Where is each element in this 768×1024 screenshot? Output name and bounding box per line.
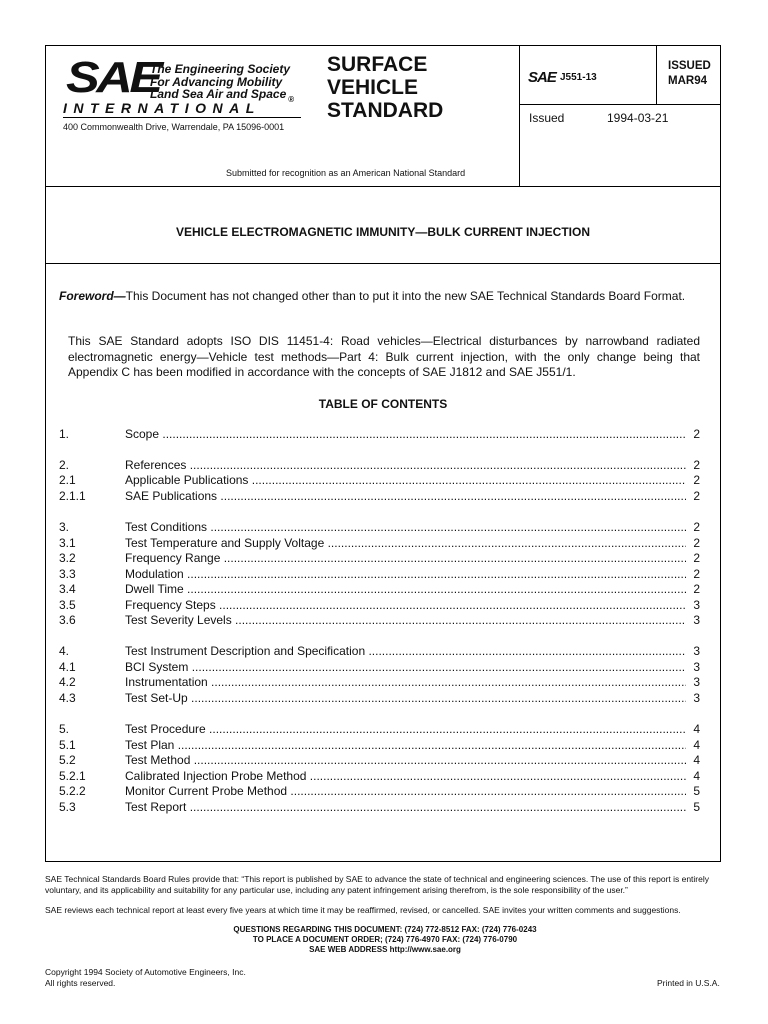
document-number: J551-13 [560, 72, 597, 83]
toc-title: Dwell Time ..... [125, 582, 686, 597]
questions-line: QUESTIONS REGARDING THIS DOCUMENT: (724) 772-8512 FAX: (724) 776-0243 [233, 925, 537, 934]
toc-title: Test Conditions ..... [125, 520, 686, 535]
toc-number: 5.1 [59, 738, 76, 752]
docnum-divider [519, 104, 721, 105]
toc-page: 4 [693, 769, 700, 783]
issued-box-divider [656, 45, 657, 105]
toc-entry[interactable] [59, 660, 700, 675]
foreword-label: Foreword— [59, 289, 126, 303]
toc-page: 2 [693, 520, 700, 534]
toc-entry[interactable] [59, 675, 700, 690]
toc-page: 3 [693, 660, 700, 674]
toc-number: 5.2 [59, 753, 76, 767]
toc-entry[interactable] [59, 769, 700, 784]
toc-entry[interactable] [59, 784, 700, 799]
international-wordmark: INTERNATIONAL [63, 100, 261, 116]
toc-entry[interactable] [59, 582, 700, 597]
registered-mark: ® [288, 95, 295, 104]
toc-number: 2. [59, 458, 70, 472]
issued-box-label: ISSUED [668, 60, 711, 72]
contact-block [45, 925, 725, 955]
toc-number: 3.2 [59, 551, 76, 565]
toc-number: 3.4 [59, 582, 76, 596]
issued-box-date: MAR94 [668, 75, 707, 87]
logo-underline [63, 117, 301, 118]
toc-page: 2 [693, 536, 700, 550]
toc-number: 3. [59, 520, 70, 534]
toc-page: 4 [693, 738, 700, 752]
toc-entry[interactable] [59, 800, 700, 815]
toc-number: 2.1 [59, 473, 76, 487]
toc-page: 5 [693, 800, 700, 814]
toc-page: 2 [693, 473, 700, 487]
review-notice: SAE reviews each technical report at least every five years at which time it may be reaffirmed, revised, or cancelled. SAE invites your written comments and suggestions. [45, 905, 681, 915]
printed-in: Printed in U.S.A. [657, 978, 720, 988]
toc-title: Frequency Steps ..... [125, 598, 686, 613]
toc-page: 2 [693, 551, 700, 565]
doc-type-line-2: VEHICLE [327, 76, 419, 99]
toc-number: 2.1.1 [59, 489, 86, 503]
tagline-line-1: The Engineering Society [150, 62, 291, 76]
toc-entry[interactable] [59, 598, 700, 613]
toc-page: 2 [693, 567, 700, 581]
toc-page: 5 [693, 784, 700, 798]
toc-entry[interactable] [59, 753, 700, 768]
standards-board-rules: SAE Technical Standards Board Rules provide that: “This report is published by SAE to advance the state of technical and engineering sciences. The use of this report is entirely voluntary, and its applicability and suitability for any particular use, including any patent infringement arising therefrom, is the sole responsibility of the user.” [45, 874, 710, 895]
toc-title: Instrumentation ..... [125, 675, 686, 690]
copyright-line-2: All rights reserved. [45, 978, 116, 988]
toc-page: 3 [693, 675, 700, 689]
title-divider [45, 263, 721, 264]
toc-number: 4.1 [59, 660, 76, 674]
toc-page: 2 [693, 582, 700, 596]
toc-title: Test Plan ..... [125, 738, 686, 753]
toc-number: 5.2.1 [59, 769, 86, 783]
toc-page: 3 [693, 644, 700, 658]
toc-heading: TABLE OF CONTENTS [318, 397, 448, 411]
issued-label: Issued [529, 111, 565, 125]
toc-title: References ..... [125, 458, 686, 473]
toc-entry[interactable] [59, 458, 700, 473]
sae-logo: SAE [66, 53, 160, 102]
document-type [327, 53, 443, 122]
toc-number: 5.3 [59, 800, 76, 814]
toc-page: 2 [693, 489, 700, 503]
toc-entry[interactable] [59, 489, 700, 504]
toc-entry[interactable] [59, 644, 700, 659]
toc-page: 2 [693, 427, 700, 441]
toc-title: SAE Publications ..... [125, 489, 686, 504]
toc-title: Scope ..... [125, 427, 686, 442]
intro-paragraph: This SAE Standard adopts ISO DIS 11451-4: Road vehicles—Electrical disturbances by narrowband radiated electromagnetic energy—Vehicle test methods—Part 4: Bulk current injection, with the only change being that Appendix C has been modified in accordance with the concepts of SAE J1812 and SAE J551/1. [68, 334, 700, 379]
tagline-line-2: For Advancing Mobility [150, 74, 283, 89]
toc-number: 5. [59, 722, 70, 736]
toc-title: Test Procedure ..... [125, 722, 686, 737]
header-divider [45, 186, 721, 187]
document-title: VEHICLE ELECTROMAGNETIC IMMUNITY—BULK CURRENT INJECTION [176, 225, 590, 239]
toc-page: 3 [693, 598, 700, 612]
toc-number: 4.2 [59, 675, 76, 689]
toc-page: 4 [693, 753, 700, 767]
foreword-paragraph [59, 289, 700, 305]
toc-title: Test Severity Levels ..... [125, 613, 686, 628]
toc-title: Frequency Range ..... [125, 551, 686, 566]
toc-number: 3.1 [59, 536, 76, 550]
toc-title: Test Instrument Description and Specification ..... [125, 644, 686, 659]
toc-entry[interactable] [59, 520, 700, 535]
tagline-line-3: Land Sea Air and Space $_®$ [150, 87, 295, 104]
toc-entry[interactable] [59, 536, 700, 551]
toc-page: 3 [693, 691, 700, 705]
toc-title: Applicable Publications ..... [125, 473, 686, 488]
toc-title: Modulation ..... [125, 567, 686, 582]
toc-entry[interactable] [59, 722, 700, 737]
toc-title: Test Report ..... [125, 800, 686, 815]
toc-entry[interactable] [59, 427, 700, 442]
toc-entry[interactable] [59, 567, 700, 582]
doc-type-line-3: STANDARD [327, 99, 444, 122]
web-address-line[interactable]: SAE WEB ADDRESS http://www.sae.org [309, 945, 461, 954]
toc-number: 3.6 [59, 613, 76, 627]
toc-entry[interactable] [59, 551, 700, 566]
ansi-submission-note: Submitted for recognition as an American National Standard [226, 168, 466, 178]
toc-number: 3.3 [59, 567, 76, 581]
toc-page: 4 [693, 722, 700, 736]
society-address: 400 Commonwealth Drive, Warrendale, PA 15096-0001 [63, 122, 285, 132]
toc-number: 5.2.2 [59, 784, 86, 798]
copyright-line-1: Copyright 1994 Society of Automotive Engineers, Inc. [45, 967, 246, 977]
toc-number: 4.3 [59, 691, 76, 705]
toc-entry[interactable] [59, 738, 700, 753]
toc-entry[interactable] [59, 691, 700, 706]
toc-page: 3 [693, 613, 700, 627]
issued-box [668, 59, 711, 89]
toc-entry[interactable] [59, 613, 700, 628]
toc-title: Test Method ..... [125, 753, 686, 768]
toc-title: Test Temperature and Supply Voltage ..... [125, 536, 686, 551]
foreword-text: This Document has not changed other than to put it into the new SAE Technical Standards Board Format. [125, 289, 686, 303]
doc-type-line-1: SURFACE [327, 53, 428, 76]
toc-title: Calibrated Injection Probe Method ..... [125, 769, 686, 784]
toc-number: 3.5 [59, 598, 76, 612]
toc-title: Test Set-Up ..... [125, 691, 686, 706]
toc-page: 2 [693, 458, 700, 472]
small-sae-logo: SAE [528, 69, 556, 86]
toc-number: 1. [59, 427, 70, 441]
toc-title: BCI System ..... [125, 660, 686, 675]
issued-date: 1994-03-21 [607, 111, 669, 125]
toc-number: 4. [59, 644, 70, 658]
order-line: TO PLACE A DOCUMENT ORDER; (724) 776-4970 FAX: (724) 776-0790 [252, 935, 518, 944]
toc-entry[interactable] [59, 473, 700, 488]
header-vertical-divider [519, 45, 520, 186]
toc-title: Monitor Current Probe Method ..... [125, 784, 686, 799]
copyright [45, 967, 246, 989]
society-tagline [150, 63, 294, 103]
